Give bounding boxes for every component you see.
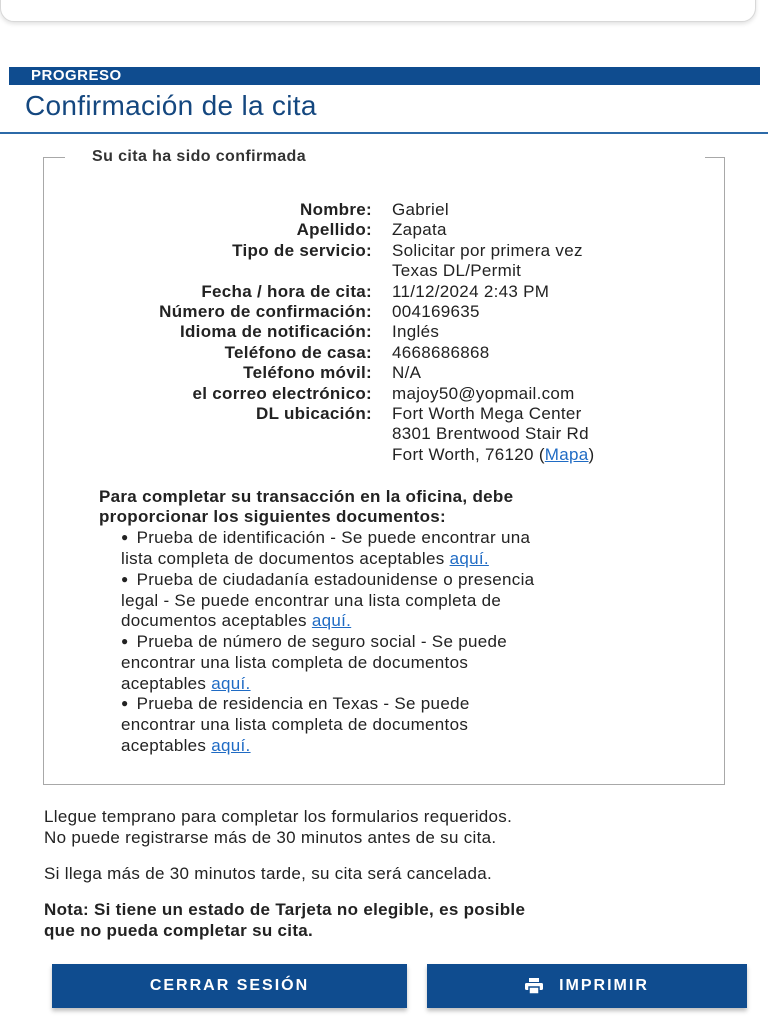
detail-label: Teléfono móvil: <box>243 363 372 383</box>
document-text: legal - Se puede encontrar una lista completa de <box>121 591 502 611</box>
note-line: Nota: Si tiene un estado de Tarjeta no elegible, es posible <box>44 900 526 919</box>
location-close: ) <box>588 444 595 464</box>
box-border-left <box>43 157 65 158</box>
detail-row <box>44 445 724 465</box>
document-text: lista completa de documentos aceptables <box>121 549 450 569</box>
detail-row <box>44 404 724 424</box>
document-item <box>99 694 714 756</box>
document-item <box>99 632 714 694</box>
detail-label: Idioma de notificación: <box>179 322 372 342</box>
printer-icon <box>525 978 543 994</box>
document-text: Prueba de identificación - Se puede encontrar una <box>136 527 531 547</box>
detail-row <box>44 384 724 404</box>
document-text: documentos aceptables <box>121 611 312 631</box>
progress-bar <box>9 67 760 85</box>
detail-label: el correo electrónico: <box>192 383 372 403</box>
document-link[interactable]: aquí. <box>449 549 489 569</box>
bullet-icon: ● <box>121 633 129 648</box>
print-button[interactable] <box>427 964 747 1008</box>
detail-label: Número de confirmación: <box>159 301 372 321</box>
logout-label: CERRAR SESIÓN <box>149 977 310 994</box>
note-early <box>44 806 744 848</box>
detail-row <box>44 200 724 220</box>
bullet-icon: ● <box>121 529 129 544</box>
detail-row <box>44 241 724 261</box>
document-text: Prueba de número de seguro social - Se puede <box>136 631 507 651</box>
location-city <box>392 445 595 465</box>
detail-label: Tipo de servicio: <box>232 240 372 260</box>
detail-value: majoy50@yopmail.com <box>392 383 575 403</box>
detail-value: 8301 Brentwood Stair Rd <box>392 424 589 444</box>
detail-label: Fecha / hora de cita: <box>201 281 372 301</box>
detail-row <box>44 424 724 444</box>
documents-intro <box>99 487 714 528</box>
detail-row <box>44 363 724 383</box>
document-text: Prueba de ciudadanía estadounidense o presencia <box>136 569 535 589</box>
print-label: IMPRIMIR <box>559 977 649 994</box>
detail-row <box>44 220 724 240</box>
map-link[interactable]: Mapa <box>544 444 589 464</box>
detail-value: Inglés <box>392 322 440 342</box>
detail-row <box>44 302 724 322</box>
bullet-icon: ● <box>121 571 129 586</box>
document-item <box>99 528 714 570</box>
detail-value: 4668686868 <box>392 342 490 362</box>
detail-label: Teléfono de casa: <box>224 342 372 362</box>
detail-row <box>44 282 724 302</box>
top-card <box>0 0 756 22</box>
detail-value: Gabriel <box>392 200 449 219</box>
document-item <box>99 570 714 632</box>
document-text: encontrar una lista completa de documentos <box>121 653 469 673</box>
note-late: Si llega más de 30 minutos tarde, su cita será cancelada. <box>44 864 493 883</box>
document-link[interactable]: aquí. <box>311 611 352 631</box>
document-link[interactable]: aquí. <box>211 673 251 693</box>
detail-label: DL ubicación: <box>256 403 372 423</box>
appointment-notes <box>44 806 744 956</box>
document-text: Prueba de residencia en Texas - Se puede <box>136 694 470 714</box>
document-text: encontrar una lista completa de documentos <box>121 715 469 735</box>
detail-value: Fort Worth Mega Center <box>392 403 582 423</box>
detail-row <box>44 261 724 281</box>
document-link[interactable]: aquí. <box>211 735 251 755</box>
documents-intro-line: proporcionar los siguientes documentos: <box>99 507 447 527</box>
documents-intro-line: Para completar su transacción en la oficina, debe <box>99 487 514 506</box>
note-line: No puede registrarse más de 30 minutos antes de su cita. <box>44 828 497 847</box>
detail-value: 11/12/2024 2:43 PM <box>392 281 550 301</box>
detail-row <box>44 322 724 342</box>
logout-button[interactable] <box>52 964 407 1008</box>
detail-value: Zapata <box>392 220 447 240</box>
confirmation-box <box>43 148 725 785</box>
detail-row <box>44 343 724 363</box>
page-title: Confirmación de la cita <box>25 90 317 121</box>
detail-value: Solicitar por primera vez <box>392 240 583 260</box>
progress-label: PROGRESO <box>31 67 122 84</box>
location-city-text: Fort Worth, 76120 ( <box>392 444 545 464</box>
detail-label: Apellido: <box>296 220 372 240</box>
note-card-status <box>44 899 744 941</box>
document-text: aceptables <box>121 673 212 693</box>
document-text: aceptables <box>121 735 212 755</box>
detail-label: Nombre: <box>300 200 372 219</box>
note-line: que no pueda completar su cita. <box>44 921 314 940</box>
detail-value: N/A <box>392 363 422 383</box>
appointment-details <box>44 200 724 465</box>
confirmation-heading: Su cita ha sido confirmada <box>92 148 307 165</box>
required-documents <box>99 487 714 756</box>
detail-value: Texas DL/Permit <box>392 261 522 281</box>
box-border-right <box>705 157 725 158</box>
bullet-icon: ● <box>121 696 129 711</box>
title-divider <box>0 132 768 134</box>
detail-value: 004169635 <box>392 301 480 321</box>
note-line: Llegue temprano para completar los formularios requeridos. <box>44 807 513 826</box>
